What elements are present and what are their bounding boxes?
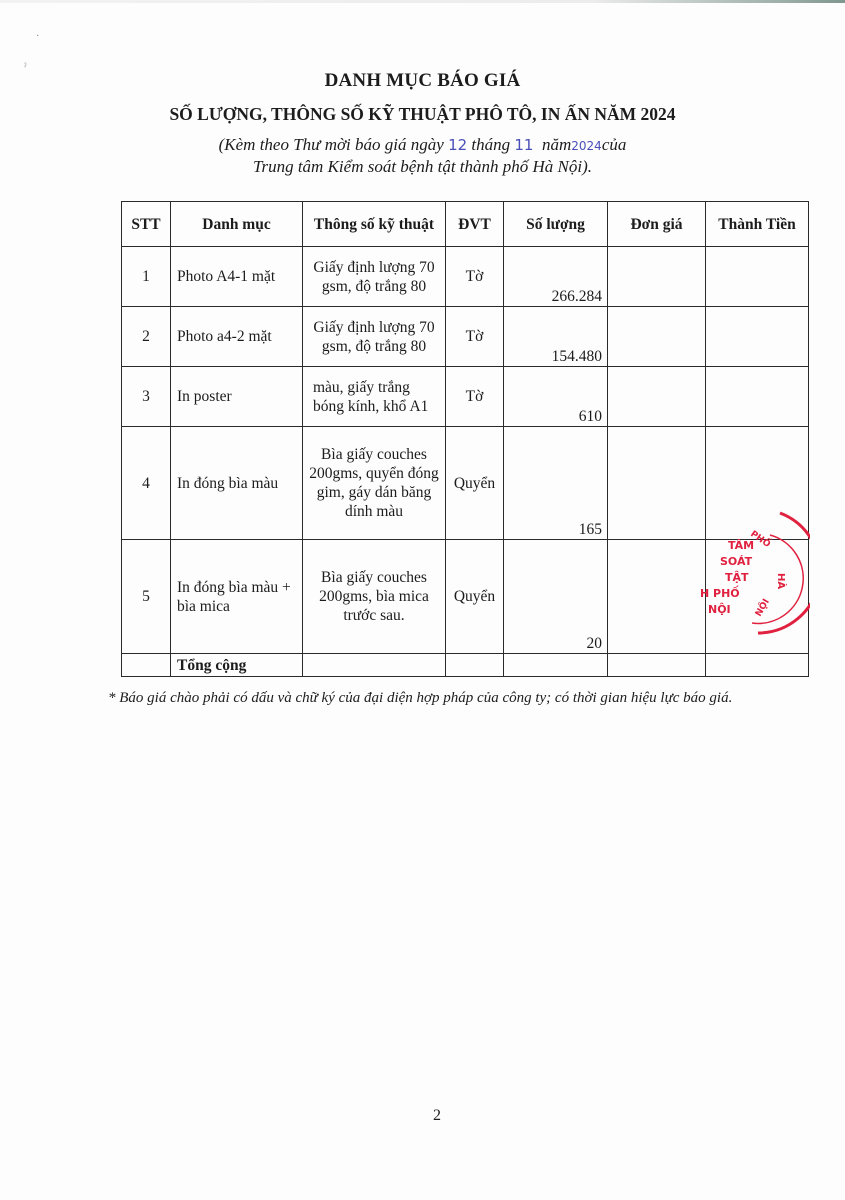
total-label: Tổng cộng	[171, 654, 303, 677]
stamp-arc-text: NỘI	[753, 597, 772, 619]
scan-speck: ˀ	[24, 62, 27, 73]
cell-stt: 4	[122, 427, 171, 540]
handwritten-month: 11	[514, 136, 534, 154]
cell-qty	[504, 654, 608, 677]
header-qty: Số lượng	[504, 202, 608, 247]
cell-qty: 266.284	[504, 247, 608, 307]
attachment-note-line1	[0, 134, 845, 157]
cell-price	[608, 367, 706, 427]
scan-speck: ·	[36, 31, 40, 42]
attachment-note-line2: Trung tâm Kiểm soát bệnh tật thành phố Hà Nội).	[252, 157, 593, 176]
cell-total	[706, 540, 809, 654]
cell-name: In đóng bìa màu + bìa mica	[171, 540, 303, 654]
page-number: 2	[433, 1107, 441, 1124]
stamp-line: TÂM	[728, 539, 755, 552]
cell-unit	[446, 654, 504, 677]
table-row	[122, 427, 809, 540]
cell-name: Photo A4-1 mặt	[171, 247, 303, 307]
stamp-line: NỘI	[708, 603, 731, 616]
attachment-suffix: của	[601, 135, 627, 154]
footnote: * Báo giá chào phải có dấu và chữ ký của đại diện hợp pháp của công ty; có thời gian hiệu lực báo giá.	[108, 690, 733, 706]
cell-total	[706, 367, 809, 427]
cell-unit: Quyển	[446, 427, 504, 540]
header-stt: STT	[122, 202, 171, 247]
cell-total	[706, 247, 809, 307]
header-price: Đơn giá	[608, 202, 706, 247]
cell-stt: 3	[122, 367, 171, 427]
cell-spec: Bìa giấy couches 200gms, quyển đóng gim, gáy dán băng dính màu	[303, 427, 446, 540]
cell-name: Photo a4-2 mặt	[171, 307, 303, 367]
cell-spec: Giấy định lượng 70 gsm, độ trắng 80	[303, 307, 446, 367]
stamp-arc-text: PHỐ	[748, 529, 772, 550]
cell-name: In đóng bìa màu	[171, 427, 303, 540]
stamp-line: TẬT	[725, 571, 749, 584]
cell-total	[706, 654, 809, 677]
handwritten-day: 12	[448, 136, 468, 154]
table-header-row	[122, 202, 809, 247]
header-name: Danh mục	[171, 202, 303, 247]
cell-qty: 20	[504, 540, 608, 654]
cell-spec: Bìa giấy couches 200gms, bìa mica trước sau.	[303, 540, 446, 654]
cell-price	[608, 540, 706, 654]
cell-price	[608, 307, 706, 367]
stamp-arc-text: HÀ	[775, 573, 786, 590]
cell-stt: 2	[122, 307, 171, 367]
cell-total	[706, 307, 809, 367]
cell-name: In poster	[171, 367, 303, 427]
cell-unit: Tờ	[446, 247, 504, 307]
scan-edge	[0, 0, 845, 3]
cell-spec: Giấy định lượng 70 gsm, độ trắng 80	[303, 247, 446, 307]
cell-spec	[303, 654, 446, 677]
cell-qty: 165	[504, 427, 608, 540]
stamp-line: SOÁT	[720, 555, 753, 568]
year-label: năm	[541, 135, 572, 154]
table-row	[122, 367, 809, 427]
cell-unit: Quyển	[446, 540, 504, 654]
month-label: tháng	[471, 135, 511, 154]
stamp-line: H PHỐ	[700, 587, 740, 600]
cell-price	[608, 427, 706, 540]
cell-stt: 1	[122, 247, 171, 307]
cell-price	[608, 654, 706, 677]
header-unit: ĐVT	[446, 202, 504, 247]
cell-total	[706, 427, 809, 540]
cell-qty: 154.480	[504, 307, 608, 367]
handwritten-year: 2024	[571, 139, 602, 153]
cell-price	[608, 247, 706, 307]
attachment-prefix: (Kèm theo Thư mời báo giá ngày	[218, 135, 444, 154]
table-row	[122, 307, 809, 367]
header-spec: Thông số kỹ thuật	[303, 202, 446, 247]
cell-stt: 5	[122, 540, 171, 654]
header-total: Thành Tiền	[706, 202, 809, 247]
quote-table	[121, 201, 809, 677]
table-row	[122, 247, 809, 307]
table-total-row	[122, 654, 809, 677]
cell-stt	[122, 654, 171, 677]
cell-unit: Tờ	[446, 367, 504, 427]
cell-spec: màu, giấy trắng bóng kính, khổ A1	[303, 367, 446, 427]
table-row	[122, 540, 809, 654]
document-title: DANH MỤC BÁO GIÁ	[324, 70, 521, 91]
document-subtitle: SỐ LƯỢNG, THÔNG SỐ KỸ THUẬT PHÔ TÔ, IN ẤN NĂM 2024	[169, 104, 676, 124]
cell-qty: 610	[504, 367, 608, 427]
cell-unit: Tờ	[446, 307, 504, 367]
